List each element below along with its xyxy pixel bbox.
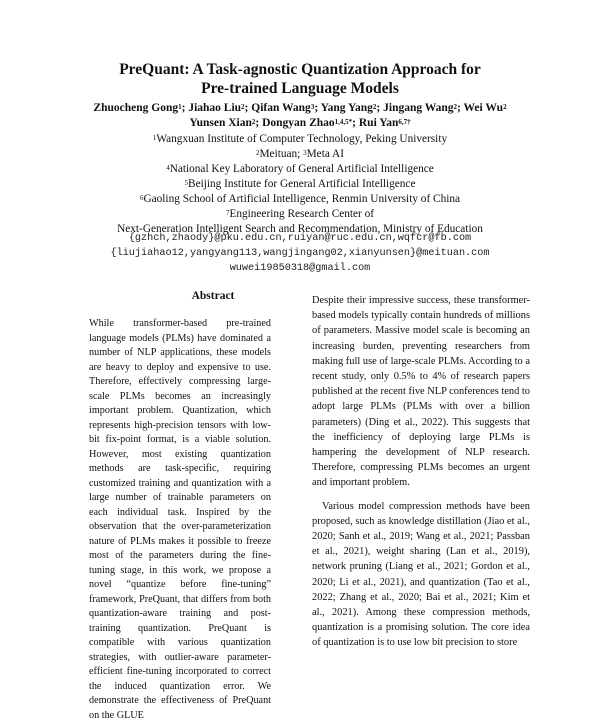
author-affiliation-mark: 2 [503,103,507,111]
author-name: Qifan Wang$^3$ [251,102,315,114]
affiliations [0,132,600,237]
intro-paragraph-1: Despite their impressive success, these transformer-based models typically contain hundreds of millions of parameters. Massive model scale is becoming an increasing burden, preventing researchers from making full use of large-scale PLMs. According to a recent study, only 0.5% to 4% of research papers published at the recent five NLP conferences tend to adopt large PLMs (PLMs with over a billion parameters) (Ding et al., 2022). This suggests that the inefficiency of deploying large PLMs is hampering the development of NLP research. Therefore, compressing PLMs becomes an urgent and important problem. [312,295,530,489]
email-list [0,231,600,276]
author-affiliation-mark: 3 [310,103,315,111]
email-line: {gzhch,zhaody}@pku.edu.cn,ruiyan@ruc.edu.cn,wqfcr@fb.com [128,233,472,244]
author-affiliation-mark: 6,7† [398,118,411,126]
author-name: Zhuocheng Gong$^1$ [93,102,182,114]
author-affiliation-mark: 1,4,5* [334,118,353,126]
affiliation-line: $^5$Beijing Institute for General Artificial Intelligence [184,178,416,190]
affiliation-line: $^7$Engineering Research Center of [225,208,375,220]
author-line-2: Yunsen Xian$^2$; Dongyan Zhao$^{1,4,5*}$; Rui Yan$^{6,7\dagger}$ [189,117,411,129]
introduction-body [312,293,530,651]
author-line-1: Zhuocheng Gong$^1$; Jiahao Liu$^2$; Qifan Wang$^3$; Yang Yang$^2$; Jingang Wang$^2$; Wei Wu$^2$ [93,102,507,114]
intro-paragraph-2: Various model compression methods have been proposed, such as knowledge distillation (Jiao et al., 2020; Sanh et al., 2019; Wang et al., 2021; Passban et al., 2021), weight sharing (Lan et al., 2019), network pruning (Liang et al., 2021; Gordon et al., 2020; Li et al., 2021), and quantization (Tao et al., 2022; Zhang et al., 2020; Bai et al., 2021; Kim et al., 2021). Among these compression methods, quantization is a promising solution. The core idea of quantization is to use low bit precision to store [312,500,530,649]
abstract-body [89,317,271,723]
author-list [0,101,600,131]
author-name: Jingang Wang$^2$ [383,102,458,114]
author-affiliation-mark: 2 [453,103,458,111]
affiliation-line: Next-Generation Intelligent Search and Recommendation, Ministry of Education [117,223,483,235]
email-line: {liujiahao12,yangyang113,wangjingang02,xianyunsen}@meituan.com [110,248,490,259]
author-name: Rui Yan$^{6,7\dagger}$ [358,117,411,129]
title-line-2: Pre-trained Language Models [201,80,399,97]
author-name: Jiahao Liu$^2$ [188,102,245,114]
email-line: wuwei19850318@gmail.com [229,263,371,274]
author-name: Dongyan Zhao$^{1,4,5*}$ [262,117,353,129]
author-affiliation-mark: 2 [372,103,377,111]
title-line-1: PreQuant: A Task-agnostic Quantization Approach for [119,61,481,78]
author-name: Yunsen Xian$^2$ [189,117,256,129]
affiliation-line: $^4$National Key Laboratory of General Artificial Intelligence [166,163,434,175]
affiliation-line: $^6$Gaoling School of Artificial Intelligence, Renmin University of China [139,193,461,205]
author-affiliation-mark: 2 [241,103,245,111]
abstract-heading: Abstract [191,290,235,302]
author-affiliation-mark: 2 [251,118,256,126]
abstract-paragraph: While transformer-based pre-trained language models (PLMs) have dominated a number of NLP applications, these models are heavy to deploy and expensive to use. Therefore, effectively compressing large-scale PLMs becomes an increasingly important problem. Quantization, which represents high-precision tensors with low-bit fix-point format, is a viable solution. However, most existing quantization methods are task-specific, requiring customized training and quantization with a large number of trainable parameters on each individual task. Inspired by the observation that the over-parameterization nature of PLMs makes it possible to freeze most of the parameters during the fine-tuning stage, in this work, we propose a novel “quantize before fine-tuning” framework, PreQuant, that differs from both quantization-aware training and post-training quantization. PreQuant is compatible with various quantization strategies, with outlier-aware parameter-efficient fine-tuning incorporated to correct the induced quantization error. We demonstrate the effectiveness of PreQuant on the GLUE [89,318,271,721]
affiliation-line: $^1$Wangxuan Institute of Computer Technology, Peking University [152,133,448,145]
affiliation-line: $^2$Meituan; $^3$Meta AI [256,148,344,160]
author-name: Yang Yang$^2$ [320,102,377,114]
paper-title [0,60,600,98]
author-affiliation-mark: 1 [178,103,182,111]
author-name: Wei Wu$^2$ [463,102,507,114]
